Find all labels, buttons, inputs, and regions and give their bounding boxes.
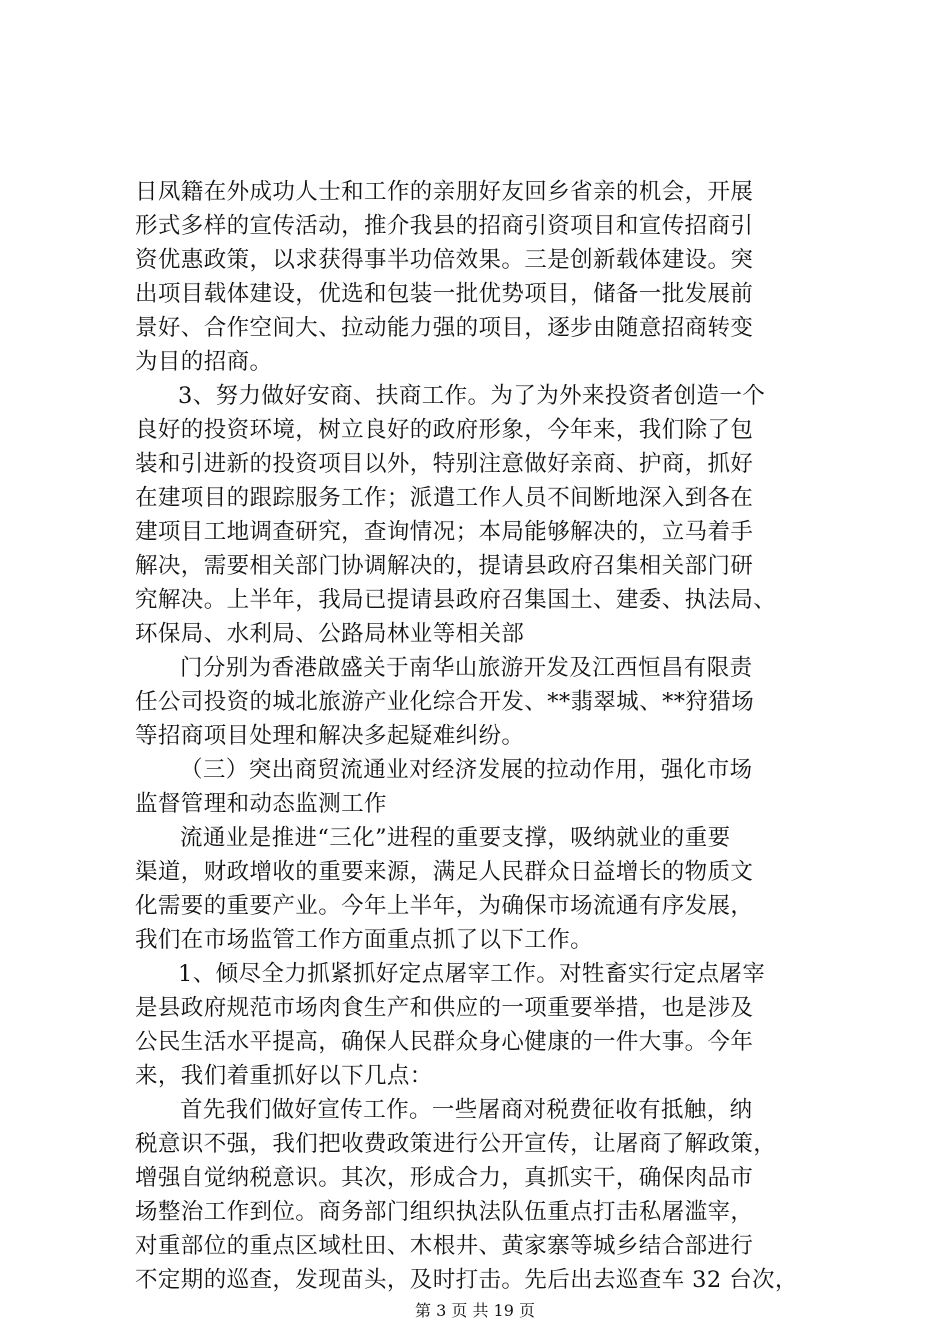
text-line: 出项目载体建设，优选和包装一批优势项目，储备一批发展前 — [135, 281, 754, 307]
paragraph-first-line: 门分别为香港啟盛关于南华山旅游开发及江西恒昌有限责 — [180, 655, 753, 681]
text-line: 增强自觉纳税意识。其次，形成合力，真抓实干，确保肉品市 — [135, 1165, 754, 1191]
text-line: 在建项目的跟踪服务工作；派遣工作人员不间断地深入到各在 — [135, 485, 754, 511]
text-line: 渠道，财政增收的重要来源，满足人民群众日益增长的物质文 — [135, 859, 754, 885]
text-line: 景好、合作空间大、拉动能力强的项目，逐步由随意招商转变 — [135, 315, 754, 341]
text-line: 解决，需要相关部门协调解决的，提请县政府召集相关部门研 — [135, 553, 754, 579]
section-heading: （三）突出商贸流通业对经济发展的拉动作用，强化市场 — [180, 757, 753, 783]
paragraph-first-line: 流通业是推进“三化”进程的重要支撑，吸纳就业的重要 — [180, 825, 731, 851]
page-number-footer: 第 3 页 共 19 页 — [415, 1301, 535, 1320]
text-line: 日凤籍在外成功人士和工作的亲朋好友回乡省亲的机会，开展 — [135, 179, 754, 205]
text-line: 形式多样的宣传活动，推介我县的招商引资项目和宣传招商引 — [135, 213, 754, 239]
section-heading-continued: 监督管理和动态监测工作 — [135, 791, 387, 817]
text-line: 不定期的巡查，发现苗头，及时打击。先后出去巡查车 32 台次， — [135, 1267, 798, 1293]
text-line: 任公司投资的城北旅游产业化综合开发、**翡翠城、**狩猎场 — [135, 689, 755, 715]
text-line: 装和引进新的投资项目以外，特别注意做好亲商、护商，抓好 — [135, 451, 754, 477]
text-line: 场整治工作到位。商务部门组织执法队伍重点打击私屠滥宰， — [135, 1199, 754, 1225]
text-line: 对重部位的重点区域杜田、木根井、黄家寨等城乡结合部进行 — [135, 1233, 754, 1259]
text-line: 为目的招商。 — [135, 349, 273, 375]
text-line: 我们在市场监管工作方面重点抓了以下工作。 — [135, 927, 594, 953]
text-line: 建项目工地调查研究，查询情况；本局能够解决的，立马着手 — [135, 519, 754, 545]
paragraph-first-line: 3、努力做好安商、扶商工作。为了为外来投资者创造一个 — [178, 383, 766, 409]
text-line: 公民生活水平提高，确保人民群众身心健康的一件大事。今年 — [135, 1029, 754, 1055]
text-line: 究解决。上半年，我局已提请县政府召集国土、建委、执法局、 — [135, 587, 777, 613]
paragraph-first-line: 首先我们做好宣传工作。一些屠商对税费征收有抵触，纳 — [180, 1097, 753, 1123]
text-line: 环保局、水利局、公路局林业等相关部 — [135, 621, 525, 647]
text-line: 税意识不强，我们把收费政策进行公开宣传，让屠商了解政策， — [135, 1131, 777, 1157]
text-line: 来，我们着重抓好以下几点： — [135, 1063, 433, 1089]
text-line: 资优惠政策，以求获得事半功倍效果。三是创新载体建设。突 — [135, 247, 754, 273]
text-line: 是县政府规范市场肉食生产和供应的一项重要举措，也是涉及 — [135, 995, 754, 1021]
text-line: 良好的投资环境，树立良好的政府形象，今年来，我们除了包 — [135, 417, 754, 443]
text-line: 等招商项目处理和解决多起疑难纠纷。 — [135, 723, 525, 749]
text-line: 化需要的重要产业。今年上半年，为确保市场流通有序发展， — [135, 893, 754, 919]
paragraph-first-line: 1、倾尽全力抓紧抓好定点屠宰工作。对牲畜实行定点屠宰 — [178, 961, 766, 987]
